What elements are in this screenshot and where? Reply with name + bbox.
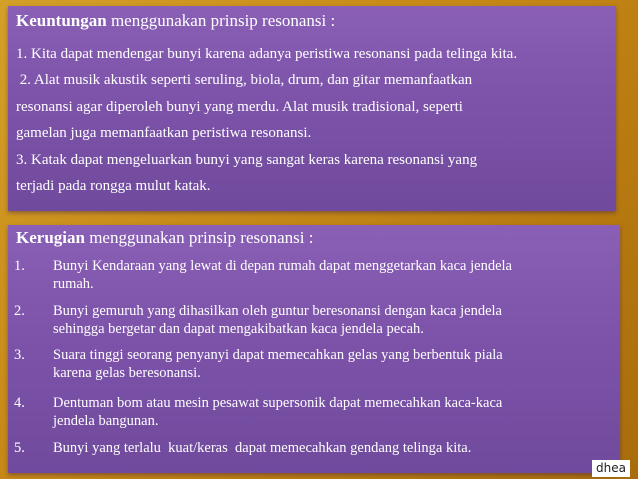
item-text: Bunyi Kendaraan yang lewat di depan rumah dapat menggetarkan kaca jendela	[53, 258, 512, 274]
item-number: 5.	[14, 440, 25, 456]
item-number: 1.	[14, 258, 25, 274]
keuntungan-line: 1. Kita dapat mendengar bunyi karena adanya peristiwa resonansi pada telinga kita.	[16, 46, 518, 62]
kerugian-panel	[8, 225, 620, 473]
item-text: Bunyi gemuruh yang dihasilkan oleh guntur beresonansi dengan kaca jendela	[53, 303, 502, 319]
author-credit-label: dhea	[592, 460, 630, 477]
keuntungan-line: resonansi agar diperoleh bunyi yang merdu. Alat musik tradisional, seperti	[16, 99, 463, 115]
keuntungan-panel	[8, 6, 616, 211]
item-text: sehingga bergetar dan dapat mengakibatkan kaca jendela pecah.	[53, 321, 424, 337]
item-number: 3.	[14, 347, 25, 363]
kerugian-heading-rest: menggunakan prinsip resonansi :	[84, 228, 314, 247]
item-number: 2.	[14, 303, 25, 319]
item-text: rumah.	[53, 276, 94, 292]
kerugian-heading-bold: Kerugian	[16, 228, 85, 247]
keuntungan-line: 3. Katak dapat mengeluarkan bunyi yang sangat keras karena resonansi yang	[16, 152, 478, 168]
item-text: jendela bangunan.	[53, 413, 159, 429]
keuntungan-line: 2. Alat musik akustik seperti seruling, biola, drum, dan gitar memanfaatkan	[16, 72, 473, 88]
keuntungan-heading	[16, 12, 335, 30]
kerugian-heading	[16, 229, 313, 247]
item-text: karena gelas beresonansi.	[53, 365, 201, 381]
keuntungan-heading-bold: Keuntungan	[16, 11, 107, 30]
keuntungan-line: terjadi pada rongga mulut katak.	[16, 178, 211, 194]
item-text: Suara tinggi seorang penyanyi dapat memecahkan gelas yang berbentuk piala	[53, 347, 503, 363]
keuntungan-line: gamelan juga memanfaatkan peristiwa resonansi.	[16, 125, 312, 141]
item-text: Dentuman bom atau mesin pesawat supersonik dapat memecahkan kaca-kaca	[53, 395, 503, 411]
item-text: Bunyi yang terlalu kuat/keras dapat memecahkan gendang telinga kita.	[53, 440, 472, 456]
keuntungan-heading-rest: menggunakan prinsip resonansi :	[106, 11, 336, 30]
item-number: 4.	[14, 395, 25, 411]
